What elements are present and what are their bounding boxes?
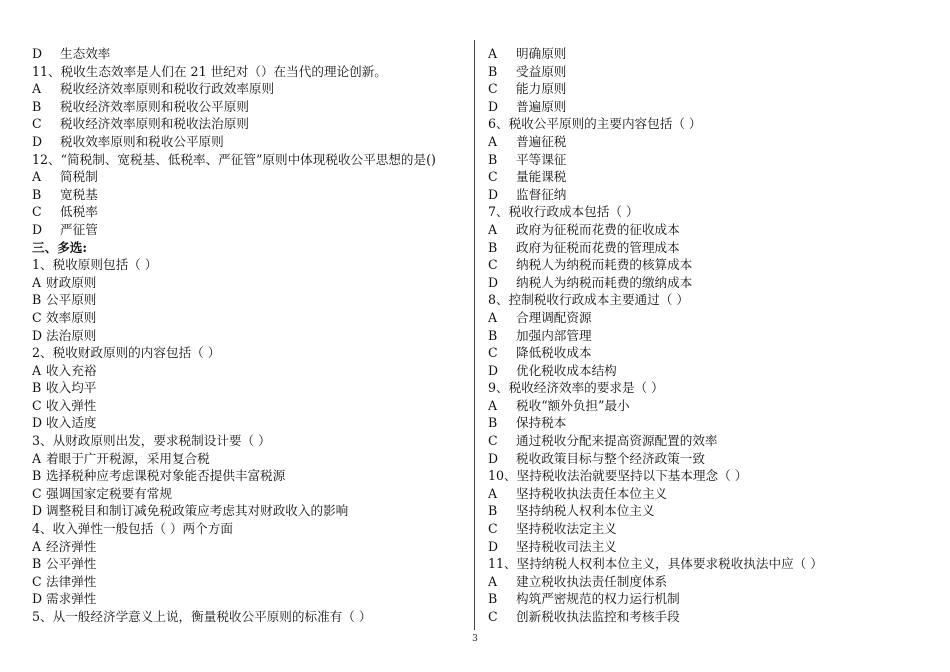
option-letter: A — [32, 538, 42, 554]
option-text: 受益原则 — [516, 63, 567, 79]
option-text: 强调国家定税要有常规 — [46, 485, 172, 501]
question-text: 11、税收生态效率是人们在 21 世纪对（）在当代的理论创新。 — [32, 63, 387, 79]
page-number: 3 — [472, 634, 478, 644]
question-text: 9、税收经济效率的要求是（ ） — [488, 380, 664, 396]
option-text: 法律弹性 — [46, 573, 97, 589]
question-text: 5、从一般经济学意义上说，衡量税收公平原则的标准有（ ） — [32, 609, 372, 624]
option-letter: B — [488, 591, 498, 607]
answer-option — [488, 573, 928, 591]
option-text: 普遍原则 — [516, 98, 567, 114]
option-letter: A — [488, 485, 498, 501]
option-text: 平等课征 — [516, 151, 567, 167]
option-text: 能力原则 — [516, 81, 567, 97]
option-text: 效率原则 — [46, 309, 97, 325]
answer-option — [32, 379, 462, 397]
option-letter: A — [32, 274, 42, 290]
answer-option — [32, 186, 462, 204]
option-letter: A — [32, 169, 42, 185]
option-letter: A — [488, 573, 498, 589]
question-text: 12、“简税制、宽税基、低税率、严征管”原则中体现税收公平思想的是() — [32, 151, 436, 167]
answer-option — [488, 239, 928, 257]
answer-option — [32, 168, 462, 186]
right-column — [488, 45, 928, 626]
option-text: 法治原则 — [46, 327, 97, 343]
option-letter: D — [488, 186, 499, 202]
option-text: 纳税人为纳税而耗费的缴纳成本 — [516, 274, 693, 290]
option-text: 收入均平 — [46, 380, 97, 396]
option-text: 着眼于广开税源，采用复合税 — [46, 450, 210, 466]
answer-option — [488, 256, 928, 274]
option-text: 税收效率原则和税收公平原则 — [60, 133, 224, 149]
option-letter: D — [488, 274, 499, 290]
answer-option — [32, 203, 462, 221]
option-text: 构筑严密规范的权力运行机制 — [516, 591, 680, 607]
left-column — [32, 45, 462, 626]
option-text: 低税率 — [60, 204, 98, 220]
option-text: 税收经济效率原则和税收公平原则 — [60, 98, 249, 114]
answer-option — [32, 45, 462, 63]
answer-option — [32, 221, 462, 239]
option-letter: B — [32, 186, 42, 202]
option-text: 严征管 — [60, 221, 98, 237]
option-text: 创新税收执法监控和考核手段 — [516, 609, 680, 624]
option-text: 明确原则 — [516, 46, 567, 61]
option-letter: B — [488, 151, 498, 167]
answer-option — [32, 467, 462, 485]
answer-option — [32, 115, 462, 133]
option-text: 宽税基 — [60, 186, 98, 202]
option-letter: B — [32, 292, 42, 308]
option-letter: C — [32, 204, 42, 220]
option-letter: A — [32, 362, 42, 378]
option-letter: B — [488, 415, 498, 431]
answer-option — [488, 450, 928, 468]
option-letter: B — [32, 380, 42, 396]
answer-option — [488, 274, 928, 292]
answer-option — [488, 168, 928, 186]
answer-option — [488, 309, 928, 327]
option-text: 税收“额外负担”最小 — [516, 397, 630, 413]
option-text: 坚持纳税人权利本位主义 — [516, 503, 655, 519]
option-text: 监督征纳 — [516, 186, 567, 202]
option-letter: C — [32, 309, 42, 325]
option-letter: D — [32, 327, 43, 343]
option-letter: D — [488, 450, 499, 466]
answer-option — [488, 98, 928, 116]
option-text: 财政原则 — [46, 274, 97, 290]
answer-option — [488, 80, 928, 98]
question-text: 4、收入弹性一般包括（ ）两个方面 — [32, 521, 233, 537]
option-letter: A — [488, 46, 498, 61]
option-text: 税收经济效率原则和税收法治原则 — [60, 116, 249, 132]
option-letter: D — [32, 415, 43, 431]
answer-option — [32, 327, 462, 345]
option-letter: A — [488, 221, 498, 237]
option-letter: C — [32, 485, 42, 501]
option-letter: B — [32, 468, 42, 484]
option-letter: D — [32, 133, 43, 149]
question-text: 1、税收原则包括（ ） — [32, 257, 158, 273]
option-text: 普遍征税 — [516, 133, 567, 149]
option-letter: A — [32, 81, 42, 97]
option-letter: A — [488, 309, 498, 325]
option-letter: D — [32, 503, 43, 519]
option-letter: D — [32, 591, 43, 607]
answer-option — [488, 414, 928, 432]
answer-option — [32, 485, 462, 503]
answer-option — [488, 590, 928, 608]
option-letter: C — [32, 116, 42, 132]
question-text: 10、坚持税收法治就要坚持以下基本理念（ ） — [488, 468, 748, 484]
column-divider — [474, 40, 475, 630]
answer-option — [32, 98, 462, 116]
answer-option — [488, 45, 928, 63]
option-text: 政府为征税而花费的征收成本 — [516, 221, 680, 237]
option-text: 税收政策目标与整个经济政策一致 — [516, 450, 705, 466]
option-letter: C — [488, 433, 498, 449]
answer-option — [488, 327, 928, 345]
answer-option — [488, 485, 928, 503]
question-text: 8、控制税收行政成本主要通过（ ） — [488, 292, 689, 308]
answer-option — [32, 133, 462, 151]
option-letter: B — [488, 503, 498, 519]
option-text: 生态效率 — [60, 46, 111, 61]
option-text: 降低税收成本 — [516, 345, 592, 361]
section-heading: 三、多选: — [32, 239, 88, 255]
answer-option — [488, 221, 928, 239]
answer-option — [32, 309, 462, 327]
answer-option — [488, 151, 928, 169]
option-letter: D — [488, 538, 499, 554]
option-letter: B — [488, 239, 498, 255]
option-text: 量能课税 — [516, 169, 567, 185]
option-letter: D — [32, 221, 43, 237]
option-text: 经济弹性 — [46, 538, 97, 554]
option-text: 选择税种应考虑课税对象能否提供丰富税源 — [46, 468, 286, 484]
option-letter: C — [488, 521, 498, 537]
option-text: 纳税人为纳税而耗费的核算成本 — [516, 257, 693, 273]
question-text: 3、从财政原则出发，要求税制设计要（ ） — [32, 433, 271, 449]
option-text: 公平弹性 — [46, 556, 97, 572]
option-letter: C — [32, 573, 42, 589]
option-text: 加强内部管理 — [516, 327, 592, 343]
option-letter: A — [32, 450, 42, 466]
option-letter: B — [32, 98, 42, 114]
answer-option — [488, 362, 928, 380]
option-text: 坚持税收法定主义 — [516, 521, 617, 537]
option-letter: D — [32, 46, 43, 61]
option-letter: C — [32, 397, 42, 413]
option-letter: A — [488, 397, 498, 413]
answer-option — [488, 608, 928, 626]
answer-option — [488, 344, 928, 362]
answer-option — [32, 573, 462, 591]
question-text: 2、税收财政原则的内容包括（ ） — [32, 345, 221, 361]
answer-option — [488, 397, 928, 415]
option-letter: D — [488, 362, 499, 378]
question-text: 11、坚持纳税人权利本位主义，具体要求税收执法中应（ ） — [488, 556, 823, 572]
answer-option — [32, 414, 462, 432]
option-text: 收入适度 — [46, 415, 97, 431]
question-text: 6、税收公平原则的主要内容包括（ ） — [488, 116, 702, 132]
answer-option — [488, 133, 928, 151]
answer-option — [32, 502, 462, 520]
option-letter: C — [488, 345, 498, 361]
option-text: 坚持税收司法主义 — [516, 538, 617, 554]
answer-option — [488, 502, 928, 520]
option-text: 收入弹性 — [46, 397, 97, 413]
option-letter: D — [488, 98, 499, 114]
option-text: 调整税目和制订减免税政策应考虑其对财政收入的影响 — [46, 503, 349, 519]
question-text: 7、税收行政成本包括（ ） — [488, 204, 639, 220]
option-letter: C — [488, 169, 498, 185]
answer-option — [32, 291, 462, 309]
answer-option — [488, 186, 928, 204]
option-text: 保持税本 — [516, 415, 567, 431]
answer-option — [32, 450, 462, 468]
answer-option — [32, 397, 462, 415]
option-letter: B — [32, 556, 42, 572]
answer-option — [488, 432, 928, 450]
option-text: 需求弹性 — [46, 591, 97, 607]
answer-option — [488, 538, 928, 556]
option-letter: C — [488, 81, 498, 97]
answer-option — [32, 555, 462, 573]
option-text: 坚持税收执法责任本位主义 — [516, 485, 668, 501]
option-text: 建立税收执法责任制度体系 — [516, 573, 668, 589]
option-letter: B — [488, 63, 498, 79]
option-text: 税收经济效率原则和税收行政效率原则 — [60, 81, 275, 97]
option-text: 简税制 — [60, 169, 98, 185]
option-letter: A — [488, 133, 498, 149]
answer-option — [32, 538, 462, 556]
answer-option — [32, 274, 462, 292]
answer-option — [32, 80, 462, 98]
answer-option — [32, 590, 462, 608]
option-letter: C — [488, 609, 498, 624]
option-text: 收入充裕 — [46, 362, 97, 378]
answer-option — [488, 520, 928, 538]
option-text: 合理调配资源 — [516, 309, 592, 325]
option-text: 优化税收成本结构 — [516, 362, 617, 378]
option-text: 政府为征税而花费的管理成本 — [516, 239, 680, 255]
option-letter: C — [488, 257, 498, 273]
answer-option — [488, 63, 928, 81]
option-text: 公平原则 — [46, 292, 97, 308]
option-letter: B — [488, 327, 498, 343]
option-text: 通过税收分配来提高资源配置的效率 — [516, 433, 718, 449]
answer-option — [32, 362, 462, 380]
